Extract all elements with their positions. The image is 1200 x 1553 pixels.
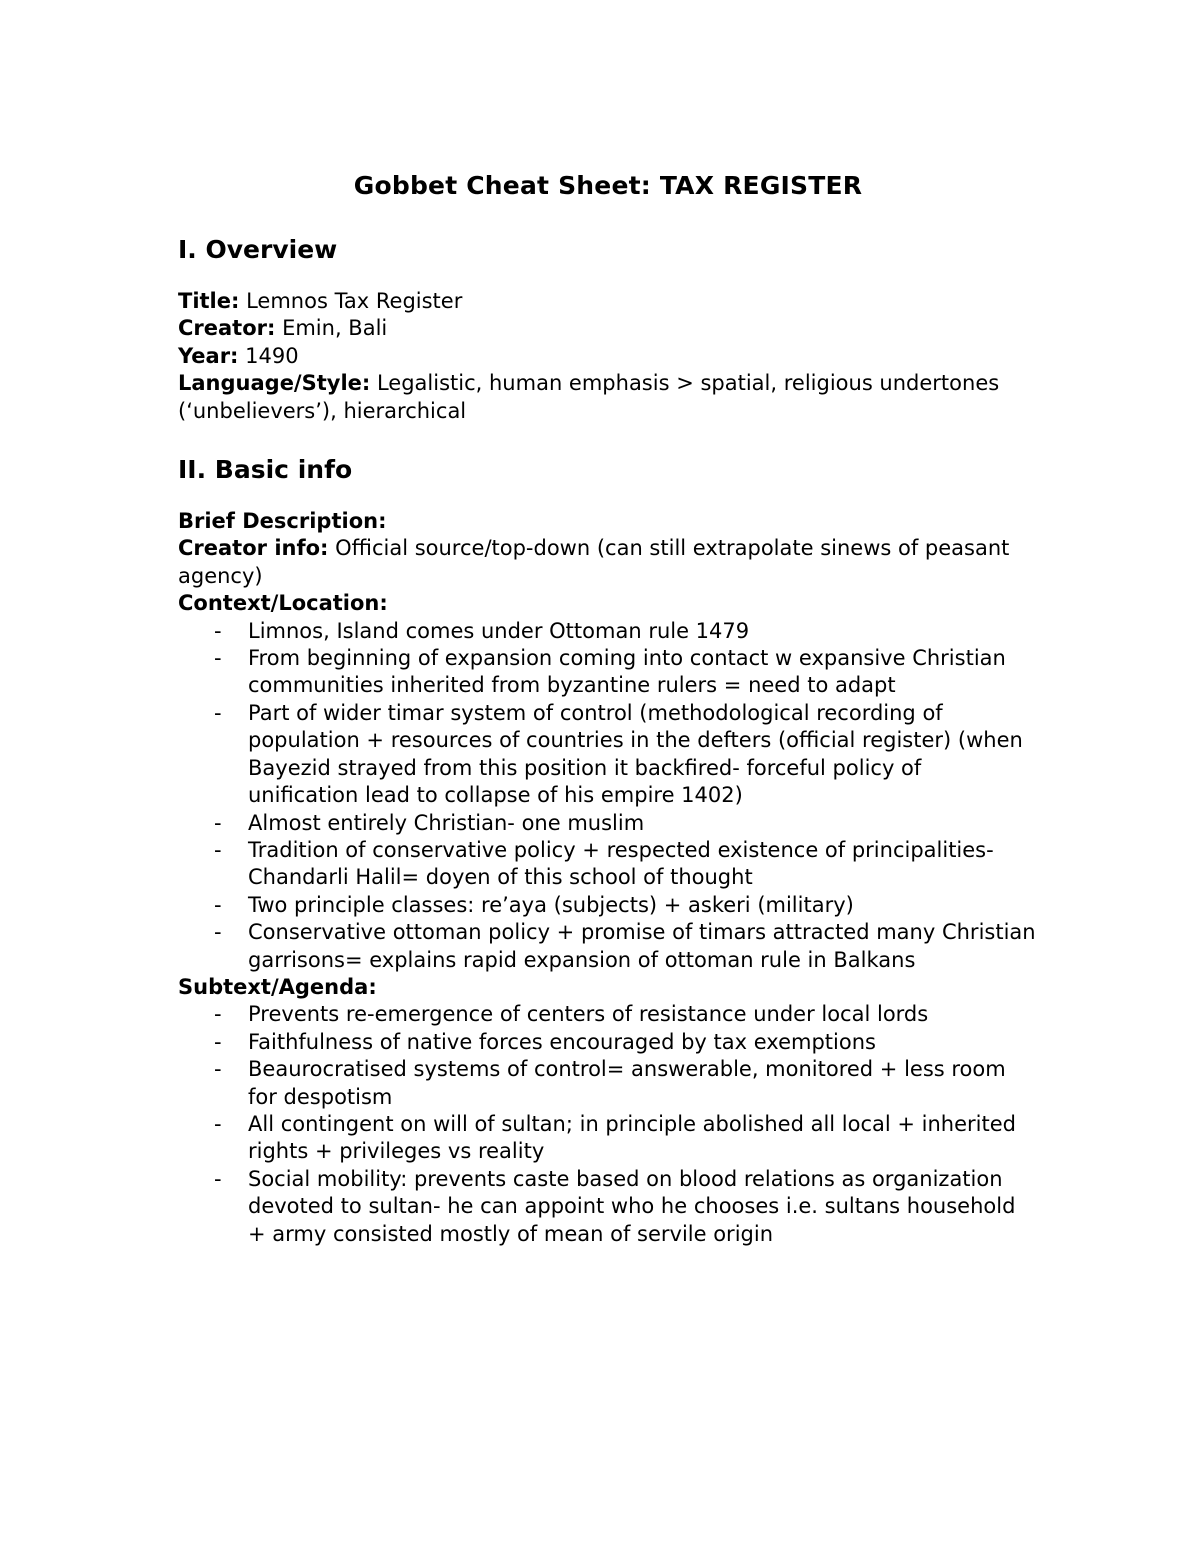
overview-field-creator [178, 315, 1038, 342]
list-marker: - [214, 1166, 222, 1191]
field-label: Year: [178, 343, 239, 368]
document-page [178, 168, 1038, 1248]
field-value: Legalistic, human emphasis > spatial, religious undertones (‘unbelievers’), hierarchical [178, 371, 1000, 423]
list-item [178, 1166, 1038, 1248]
list-item [178, 1029, 1038, 1056]
list-item-text: Faithfulness of native forces encouraged by tax exemptions [248, 1029, 876, 1054]
brief-description-label: Brief Description: [178, 509, 387, 534]
list-marker: - [214, 1002, 222, 1027]
overview-fields [178, 288, 1038, 425]
overview-field-title [178, 288, 1038, 315]
subtext-agenda-label: Subtext/Agenda: [178, 974, 377, 999]
overview-field-language-style [178, 370, 1038, 425]
overview-field-year [178, 343, 1038, 370]
context-location-label: Context/Location: [178, 591, 388, 616]
creator-info-value: Official source/top-down (can still extrapolate sinews of peasant agency) [178, 536, 1010, 588]
context-location [178, 590, 1038, 617]
field-label: Language/Style: [178, 371, 371, 396]
basic-info-heading: II. Basic info [178, 455, 353, 485]
list-marker: - [214, 700, 222, 725]
list-marker: - [214, 810, 222, 835]
list-item-text: Prevents re-emergence of centers of resistance under local lords [248, 1002, 929, 1027]
list-item [178, 810, 1038, 837]
list-item [178, 645, 1038, 700]
document-title: Gobbet Cheat Sheet: TAX REGISTER [353, 171, 863, 200]
list-marker: - [214, 618, 222, 643]
list-item [178, 618, 1038, 645]
context-list [178, 618, 1038, 974]
list-item-text: Almost entirely Christian- one muslim [248, 810, 645, 835]
list-marker: - [214, 920, 222, 945]
list-item [178, 837, 1038, 892]
field-label: Creator: [178, 316, 276, 341]
list-marker: - [214, 837, 222, 862]
basic-info-body [178, 508, 1038, 1248]
list-item-text: All contingent on will of sultan; in principle abolished all local + inherited rights + privileges vs reality [248, 1111, 1016, 1164]
list-item [178, 700, 1038, 810]
field-value: Lemnos Tax Register [239, 289, 463, 313]
list-item [178, 1001, 1038, 1028]
brief-description [178, 508, 1038, 535]
list-marker: - [214, 1057, 222, 1082]
creator-info [178, 535, 1038, 590]
field-value: Emin, Bali [275, 316, 388, 341]
list-item [178, 892, 1038, 919]
list-item [178, 919, 1038, 974]
list-marker: - [214, 1029, 222, 1054]
field-value: 1490 [238, 343, 299, 368]
list-item-text: Tradition of conservative policy + respected existence of principalities- Chandarli Halil= doyen of this school of thought [248, 837, 994, 890]
list-marker: - [214, 892, 222, 917]
overview-heading: I. Overview [178, 235, 338, 264]
list-item [178, 1111, 1038, 1166]
list-item-text: From beginning of expansion coming into contact w expansive Christian communities inherited from byzantine rulers = need to adapt [248, 646, 1006, 698]
list-marker: - [214, 646, 222, 671]
list-item-text: Beaurocratised systems of control= answerable, monitored + less room for despotism [248, 1057, 1006, 1109]
list-item-text: Part of wider timar system of control (methodological recording of population + resources of countries in the defters (official register) (when Bayezid strayed from this position it backfired- forceful policy of unification lead to collapse of his empire 1402) [248, 700, 1023, 808]
creator-info-label: Creator info: [178, 536, 329, 561]
subtext-agenda [178, 974, 1038, 1001]
list-item-text: Social mobility: prevents caste based on blood relations as organization devoted to sultan- he can appoint who he chooses i.e. sultans household + army consisted mostly of mean of servile origin [248, 1166, 1016, 1246]
subtext-list [178, 1001, 1038, 1248]
list-item-text: Conservative ottoman policy + promise of timars attracted many Christian garrisons= explains rapid expansion of ottoman rule in Balkans [248, 920, 1036, 972]
list-item-text: Limnos, Island comes under Ottoman rule 1479 [248, 618, 750, 643]
list-item-text: Two principle classes: re’aya (subjects) + askeri (military) [248, 892, 854, 917]
field-label: Title: [178, 289, 240, 313]
list-marker: - [214, 1111, 222, 1136]
list-item [178, 1056, 1038, 1111]
